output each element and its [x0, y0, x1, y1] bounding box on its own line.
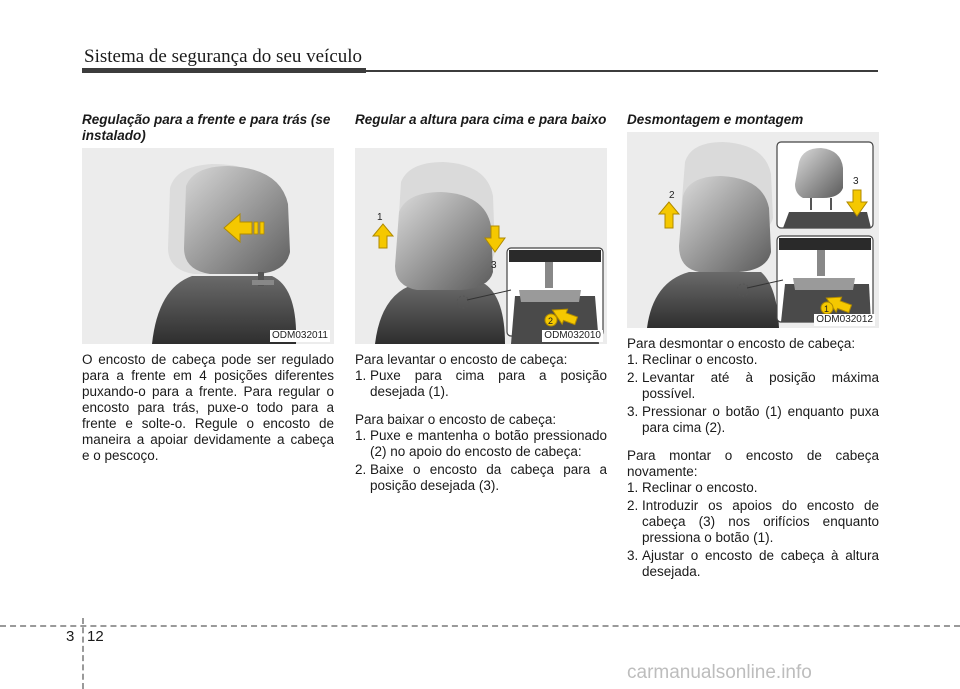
- intro-text: Para desmontar o encosto de cabeça:: [627, 336, 856, 351]
- figure-label-1: 1: [377, 212, 383, 223]
- figure-code: ODM032011: [272, 330, 328, 341]
- list-item-text: Introduzir os apoios do encosto de cabeça (3) nos orifícios enquanto pressiona o botão (1).: [642, 498, 879, 545]
- list-item: [355, 368, 607, 400]
- list-item: [627, 480, 879, 496]
- list-item-number: 3.: [627, 548, 639, 563]
- list-item: [627, 548, 879, 580]
- header-rule-thick: [82, 68, 366, 73]
- figure-label-2: 2: [669, 190, 675, 201]
- list-item: [627, 352, 879, 368]
- section-paragraph: O encosto de cabeça pode ser regulado para a frente em 4 posições diferentes puxando-o para a frente. Para regular o encosto para trás, puxe-o todo para a frente e solte-o. Regule o encosto de maneira a apoiar devidamente a cabeça e o pescoço.: [82, 352, 334, 463]
- list-item-text: Reclinar o encosto.: [642, 352, 758, 367]
- section-title: Regular a altura para cima e para baixo: [355, 112, 607, 127]
- list-item-text: Pressionar o botão (1) enquanto puxa para cima (2).: [642, 404, 879, 435]
- list-item-text: Baixe o encosto da cabeça para a posição desejada (3).: [370, 462, 607, 493]
- header-rule-thin: [366, 70, 878, 72]
- steps-list: [355, 428, 607, 494]
- footer-vertical-rule: [82, 618, 84, 689]
- figure-headrest-removal: [627, 132, 879, 328]
- list-item-text: Puxe e mantenha o botão pressionado (2) no apoio do encosto de cabeça:: [370, 428, 607, 459]
- list-item-text: Reclinar o encosto.: [642, 480, 758, 495]
- list-item-number: 2.: [355, 462, 367, 477]
- list-item-text: Levantar até à posição máxima possível.: [642, 370, 879, 401]
- list-item-number: 2.: [627, 370, 639, 385]
- list-item-text: Ajustar o encosto de cabeça à altura desejada.: [642, 548, 879, 579]
- footer-rule: [0, 625, 960, 627]
- list-item: [355, 462, 607, 494]
- section-remove-install: [627, 112, 879, 582]
- headrest-shape: [395, 192, 493, 290]
- figure-label-3: 3: [491, 260, 497, 271]
- list-item-text: Puxe para cima para a posição desejada (1).: [370, 368, 607, 399]
- section-title: Desmontagem e montagem: [627, 112, 804, 127]
- list-item-number: 1.: [355, 428, 367, 443]
- list-item-number: 3.: [627, 404, 639, 419]
- figure-headrest-fore-aft: [82, 148, 334, 344]
- intro-text: Para montar o encosto de cabeça novamente:: [627, 448, 879, 479]
- figure-headrest-height: [355, 148, 607, 344]
- figure-code: ODM032010: [544, 330, 601, 341]
- intro-text: Para baixar o encosto de cabeça:: [355, 412, 557, 427]
- steps-list: [355, 368, 607, 400]
- figure-label-2: 2: [548, 316, 554, 326]
- section-fore-aft: [82, 112, 334, 464]
- page-header-title: Sistema de segurança do seu veículo: [84, 46, 363, 67]
- page-number: 12: [87, 628, 104, 645]
- intro-text: Para levantar o encosto de cabeça:: [355, 352, 568, 367]
- list-item-number: 1.: [627, 352, 639, 367]
- headrest-shape: [679, 176, 771, 272]
- chapter-number: 3: [66, 628, 75, 645]
- figure-label-1: 1: [824, 304, 830, 314]
- list-item: [355, 428, 607, 460]
- steps-list: [627, 480, 879, 580]
- section-height-adjust: [355, 112, 607, 496]
- list-item-number: 1.: [627, 480, 639, 495]
- figure-code: ODM032012: [816, 314, 873, 325]
- list-item-number: 2.: [627, 498, 639, 513]
- list-item: [627, 498, 879, 546]
- list-item-number: 1.: [355, 368, 367, 383]
- figure-label-3: 3: [853, 176, 859, 187]
- steps-list: [627, 352, 879, 436]
- watermark-text: carmanualsonline.info: [627, 662, 812, 683]
- list-item: [627, 370, 879, 402]
- list-item: [627, 404, 879, 436]
- section-title: Regulação para a frente e para trás (se instalado): [82, 112, 331, 143]
